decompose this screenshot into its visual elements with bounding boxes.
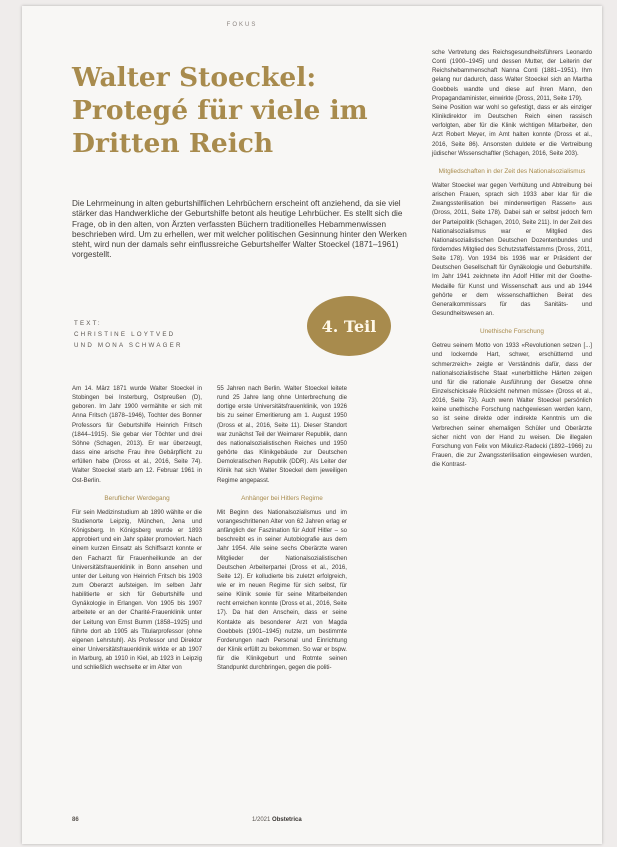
byline (74, 318, 183, 351)
part-badge: 4. Teil (307, 296, 391, 356)
subheading: Beruflicher Werdegang (104, 494, 170, 502)
paragraph: Getreu seinem Motto von 1933 «Revolutionen setzen [...] und lockernde Hart, schwer, erschütternd und schmerzreich» zeigte er Verständnis dafür, dass der nationalsozialistische Staat «unerbittliche Härten zeigen und für die rationale Ausführung der Gesetze ohne Einzelschicksale Rücksicht nehmen müsse» (Dross et al., 2016, Seite 73). Auch wenn Walter Stoeckel persönlich keine unethische Forschung nachgewiesen werden kann, so ist seine direkte oder indirekte Kenntnis um die Verbrechen seiner ehemaligen Schüler und Oberärzte sicher nicht von der Hand zu weisen. Die illegalen Forschung von Felix von Mikulicz-Radecki (1892–1966) zu Frauen, die zur Zwangssterilisation eingewiesen wurden, die Kontrast- (432, 342, 592, 469)
byline-author-2: UND MONA SCHWAGER (74, 342, 183, 349)
section-label: FOKUS (226, 22, 258, 28)
subheading: Mitgliedschaften in der Zeit des Nationalsozialismus (438, 167, 586, 175)
text-column-2 (217, 384, 347, 673)
byline-label: TEXT: (74, 320, 102, 327)
subheading: Anhänger bei Hitlers Regime (241, 494, 323, 502)
paragraph: sche Vertretung des Reichsgesundheitsführers Leonardo Conti (1900–1945) und dessen Mutter, der Leiterin der Reichshebammenschaft Nanna Conti (1881–1951). Ihm gelang nur dadurch, dass Walter Stoeckel sich an Martha Goebbels wandte und diese auf ihren Mann, den Propagandaminister, einwirkte (Dross, 2011, Seite 179). (432, 49, 592, 102)
paragraph: Walter Stoeckel war gegen Verhütung und Abtreibung bei arischen Frauen, sprach sich 1933 aber klar für die Zwangssterilisation bei minderwertigen Rassen» aus (Dross, 2011, Seite 178). Dabei sah er selbst jedoch fern der Parteipolitik (Schagen, 2010, Seite 211). In der Zeit des Nationalsozialismus war er Mitglied des Nationalsozialistischen Deutschen Dozentenbundes und förderndes Mitglied des Schutzstaffelstamms (Dross, 2011, Seite 178). Von 1934 bis 1936 war er Präsident der Deutschen Gesellschaft für Gynäkologie und Geburtshilfe. Im Jahr 1941 zeichnete ihn Adolf Hitler mit der Goethe-Medaille für Kunst und Wissenschaft aus und ab 1944 gehörte er dem wissenschaftlichen Beirat des Generalkommissars für das Sanitäts- und Gesundheitswesen an. (432, 181, 592, 318)
subheading: Unethische Forschung (480, 328, 544, 336)
magazine-page (22, 6, 602, 844)
footer-issue (252, 817, 302, 823)
page-number: 86 (72, 817, 79, 823)
text-column-3 (432, 48, 592, 469)
journal-name: Obstetrica (272, 817, 302, 823)
article-lead: Die Lehrmeinung in alten geburtshilflichen Lehrbüchern erscheint oft anziehend, da sie viel stärker das Handwerkliche der Geburtshilfe betont als heutige Lehrbücher. Es stellt sich die Frage, ob in den alten, von Ärzten verfassten Büchern traditionelles Hebammenwissen beschrieben wird. Um zu erhellen, wer mit welcher politischen Gesinnung hinter den Werken steht, wird nun der damals sehr einflussreiche Geburtshelfer Walter Stoeckel (1871–1961) vorgestellt. (72, 199, 407, 260)
paragraph: Am 14. März 1871 wurde Walter Stoeckel in Stobingen bei Insterburg, Ostpreußen (D), geboren. Im Jahr 1900 vermählte er sich mit Anna Fritsch (1878–1946), Tochter des Bonner Professors für Geburtshilfe Heinrich Fritsch (1844–1915). Sie gebar vier Töchter und drei Söhne (Schagen, 2013). Er war überzeugt, dass eine arische Frau ihre Gebärpflicht zu erfüllen habe (Dross et al., 2016, Seite 74). Walter Stoeckel starb am 12. Februar 1961 in Ost-Berlin. (72, 385, 202, 484)
paragraph: 55 Jahren nach Berlin. Walter Stoeckel leitete rund 25 Jahre lang ohne Unterbrechung die dortige erste Universitätsfrauenklinik, von 1926 bis zu seiner Emeritierung am 1. August 1950 (Dross et al., 2016, Seite 11). Dieser Standort war zunächst Teil der Weimarer Republik, dann des nationalsozialistischen Reiches und 1950 gehörte das Klinikgebäude zur Deutschen Demokratischen Republik (DDR). Als Leiter der Klinik hat sich Walter Stoeckel dem jeweiligen Regime angepasst. (217, 385, 347, 484)
byline-author-1: CHRISTINE LOYTVED (74, 331, 176, 338)
text-column-1 (72, 384, 202, 673)
paragraph: Seine Position war wohl so gefestigt, dass er als einziger Klinikdirektor im Deutschen Reich einen rassisch verfolgten, aber für die Klinik wichtigen Mitarbeiter, den Arzt Robert Meyer, im Amt halten konnte (Dross et al., 2016, Seite 86). Ansonsten duldete er die Vertreibung jüdischer Wissenschaftler (Schagen, 2016, Seite 203). (432, 103, 592, 157)
issue-number: 1/2021 (252, 817, 271, 823)
article-title: Walter Stoeckel: Protegé für viele im Dritten Reich (72, 62, 368, 159)
paragraph: Mit Beginn des Nationalsozialismus und im vorangeschrittenen Alter von 62 Jahren erlag er anfänglich der Faszination für Adolf Hitler – so beschreibt es in seiner Autobiografie aus dem Jahr 1954. Alle seine sechs Oberärzte waren Mitglieder der Nationalsozialistischen Deutschen Arbeiterpartei (Dross et al., 2016, Seite 12). Er kolludierte bis zuletzt erfolgreich, wie er im neuen Regime für sich selbst, für seine Klinik sowie für seine Mitarbeitenden recht erreichen konnte (Dross et al., 2016, Seite 17). Da hat den Anschein, dass er seine Kontakte als besonderer Arzt von Magda Goebbels (1901–1945) nutzte, um bestimmte Forderungen nach Personal und Einrichtung der Klinik erfüllt zu bekommen. So war er bspw. für die Klinikgeburt und Rotmte seinen Standpunkt durchbringen, gegen die politi- (217, 508, 347, 672)
paragraph: Für sein Medizinstudium ab 1890 wählte er die Studienorte Leipzig, München, Jena und Königsberg. In Königsberg wurde er 1893 approbiert und ein Jahr später promoviert. Nach einem kurzen Einsatz als Schiffsarzt konnte er den Facharzt für Frauenheilkunde an der Universitätsfrauenklinik in Bonn ansehen und unter der Leitung von Heinrich Fritsch bis 1903 zum Oberarzt aufsteigen. Im selben Jahr habilitierte er sich für Geburtshilfe und Gynäkologie in Erlangen. Von 1905 bis 1907 arbeitete er an der Charité-Frauenklinik unter der Leitung von Ernst Bumm (1858–1925) und führte dort ab 1905 als Titularprofessor (ohne eigenen Lehrstuhl). Als Professor und Direktor einer Universitätsfrauenklinik wirkte er ab 1907 in Marburg, ab 1910 in Kiel, ab 1923 in Leipzig und schließlich wechselte er im Alter von (72, 508, 202, 672)
